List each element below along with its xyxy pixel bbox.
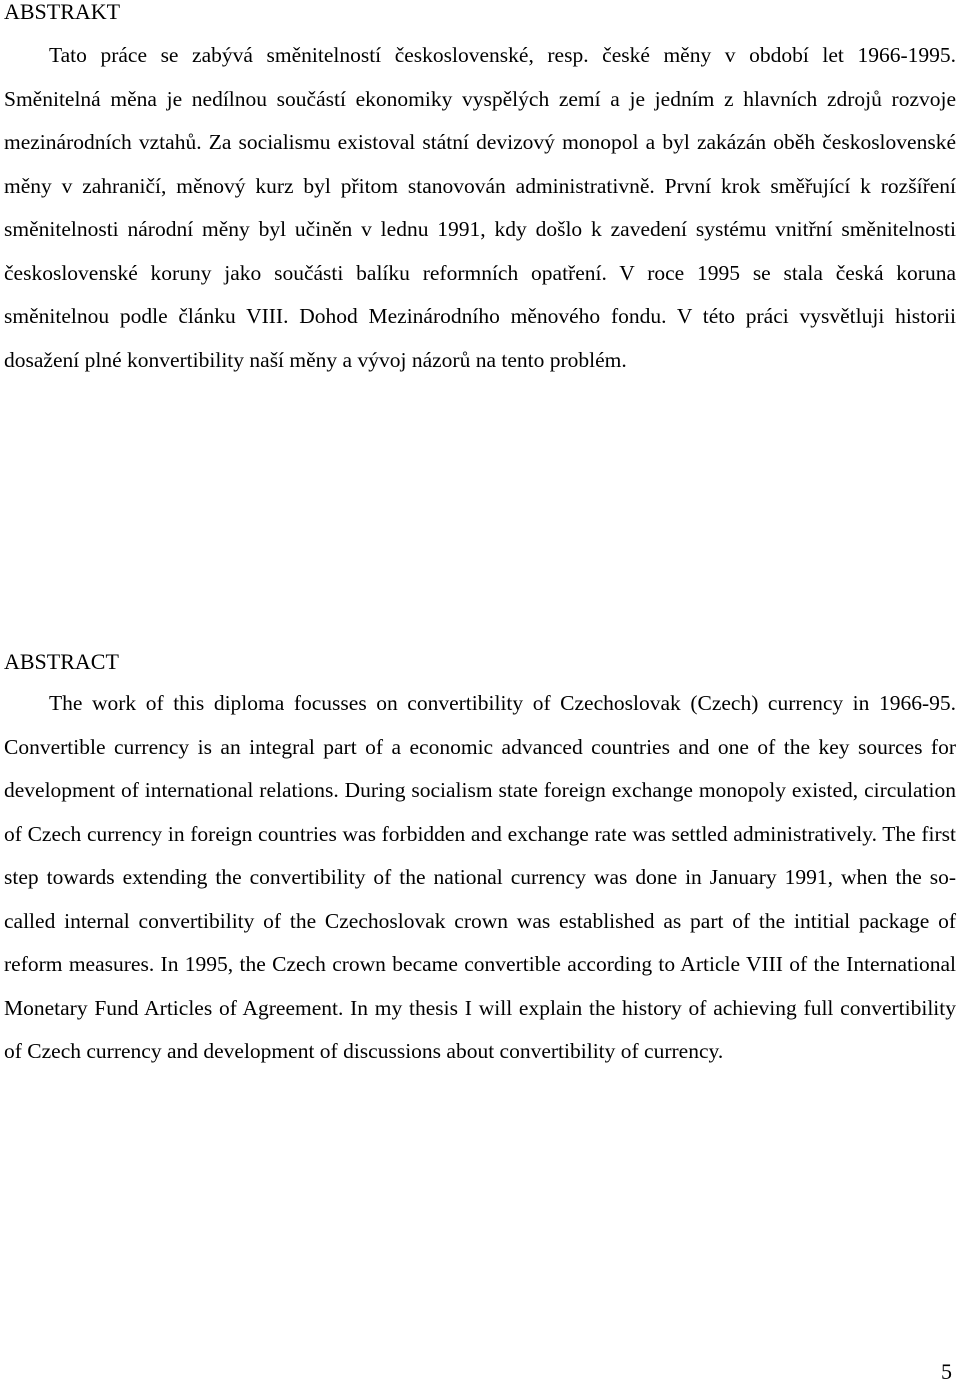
english-abstract-text: The work of this diploma focusses on convertibility of Czechoslovak (Czech) currency in 1966-95. Convertible currency is an integral part of a economic advanced countries and one of the key sources for development of international relations. During socialism state foreign exchange monopoly existed, circulation of Czech currency in foreign countries was forbidden and exchange rate was settled administratively. The first step towards extending the convertibility of the national currency was done in January 1991, when the so-called internal convertibility of the Czechoslovak crown was established as part of the intitial package of reform measures. In 1995, the Czech crown became convertible according to Article VIII of the International Monetary Fund Articles of Agreement. In my thesis I will explain the history of achieving full convertibility of Czech currency and development of discussions about convertibility of currency.: [4, 691, 956, 1063]
page-number: 5: [941, 1359, 952, 1384]
czech-abstract-heading: ABSTRAKT: [4, 0, 121, 24]
czech-abstract-text: Tato práce se zabývá směnitelností československé, resp. české měny v období let 1966-1995. Směnitelná měna je nedílnou součástí ekonomiky vyspělých zemí a je jedním z hlavních zdrojů rozvoje mezinárodních vztahů. Za socialismu existoval státní devizový monopol a byl zakázán oběh československé měny v zahraničí, měnový kurz byl přitom stanovován administrativně. První krok směřující k rozšíření směnitelnosti národní měny byl učiněn v lednu 1991, kdy došlo k zavedení systému vnitřní směnitelnosti československé koruny jako součásti balíku reformních opatření. V roce 1995 se stala česká koruna směnitelnou podle článku VIII. Dohod Mezinárodního měnového fondu. V této práci vysvětluji historii dosažení plné konvertibility naší měny a vývoj názorů na tento problém.: [4, 43, 956, 372]
czech-abstract-section: [4, 0, 956, 382]
english-abstract-section: [4, 650, 956, 1074]
english-abstract-heading: ABSTRACT: [4, 649, 119, 674]
